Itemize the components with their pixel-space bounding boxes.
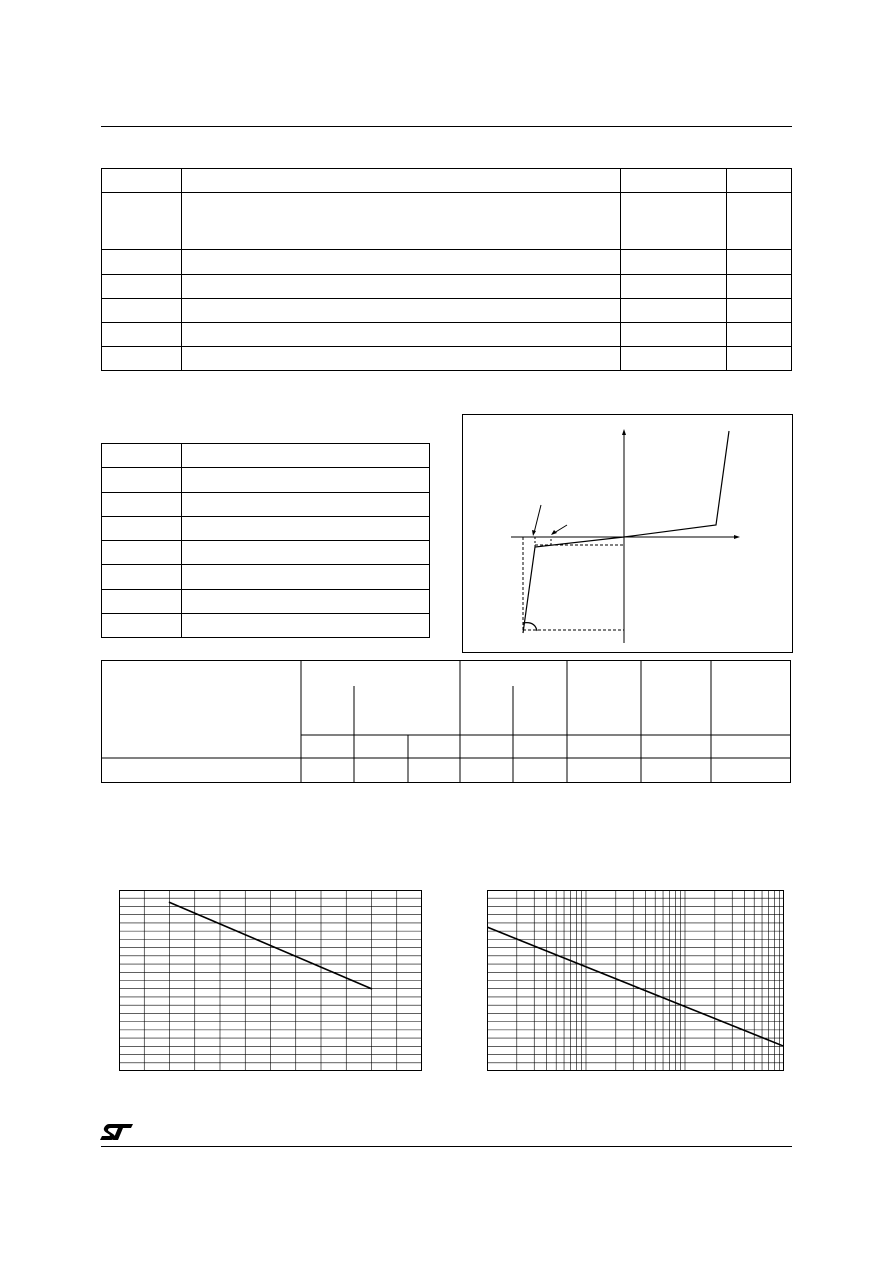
table-row bbox=[102, 613, 430, 637]
parameter-table bbox=[101, 660, 791, 783]
annotation-arrow bbox=[554, 525, 567, 533]
electrical-characteristics-table bbox=[101, 443, 430, 638]
table-row bbox=[102, 346, 792, 370]
table-row bbox=[102, 589, 430, 613]
table-row bbox=[102, 541, 430, 565]
table-header-row bbox=[102, 169, 792, 193]
header-rule bbox=[101, 126, 792, 127]
arrow-head bbox=[532, 530, 536, 536]
st-logo bbox=[99, 1122, 135, 1142]
table-row bbox=[102, 444, 430, 468]
data-point bbox=[169, 902, 171, 904]
absolute-ratings-table bbox=[101, 168, 792, 371]
table-row bbox=[102, 322, 792, 346]
footer-rule bbox=[101, 1146, 792, 1147]
x-axis-arrow bbox=[734, 535, 740, 539]
table-row bbox=[102, 193, 792, 250]
chart-right-plot bbox=[487, 890, 784, 1071]
chart-right bbox=[487, 890, 784, 1071]
y-axis-arrow bbox=[622, 429, 626, 435]
table-row bbox=[102, 516, 430, 540]
data-point bbox=[371, 988, 373, 990]
iv-characteristic-diagram bbox=[462, 414, 793, 653]
chart-left-plot bbox=[119, 890, 422, 1071]
iv-curve-svg bbox=[463, 415, 792, 652]
table-row bbox=[102, 492, 430, 516]
table-row bbox=[102, 298, 792, 322]
annotation-arrow bbox=[534, 505, 541, 533]
table-row bbox=[102, 565, 430, 589]
arrow-head bbox=[551, 530, 557, 535]
st-logo-icon bbox=[99, 1122, 135, 1142]
table-row bbox=[102, 274, 792, 298]
table-row bbox=[102, 468, 430, 492]
table-row bbox=[102, 250, 792, 274]
chart-left bbox=[119, 890, 422, 1071]
